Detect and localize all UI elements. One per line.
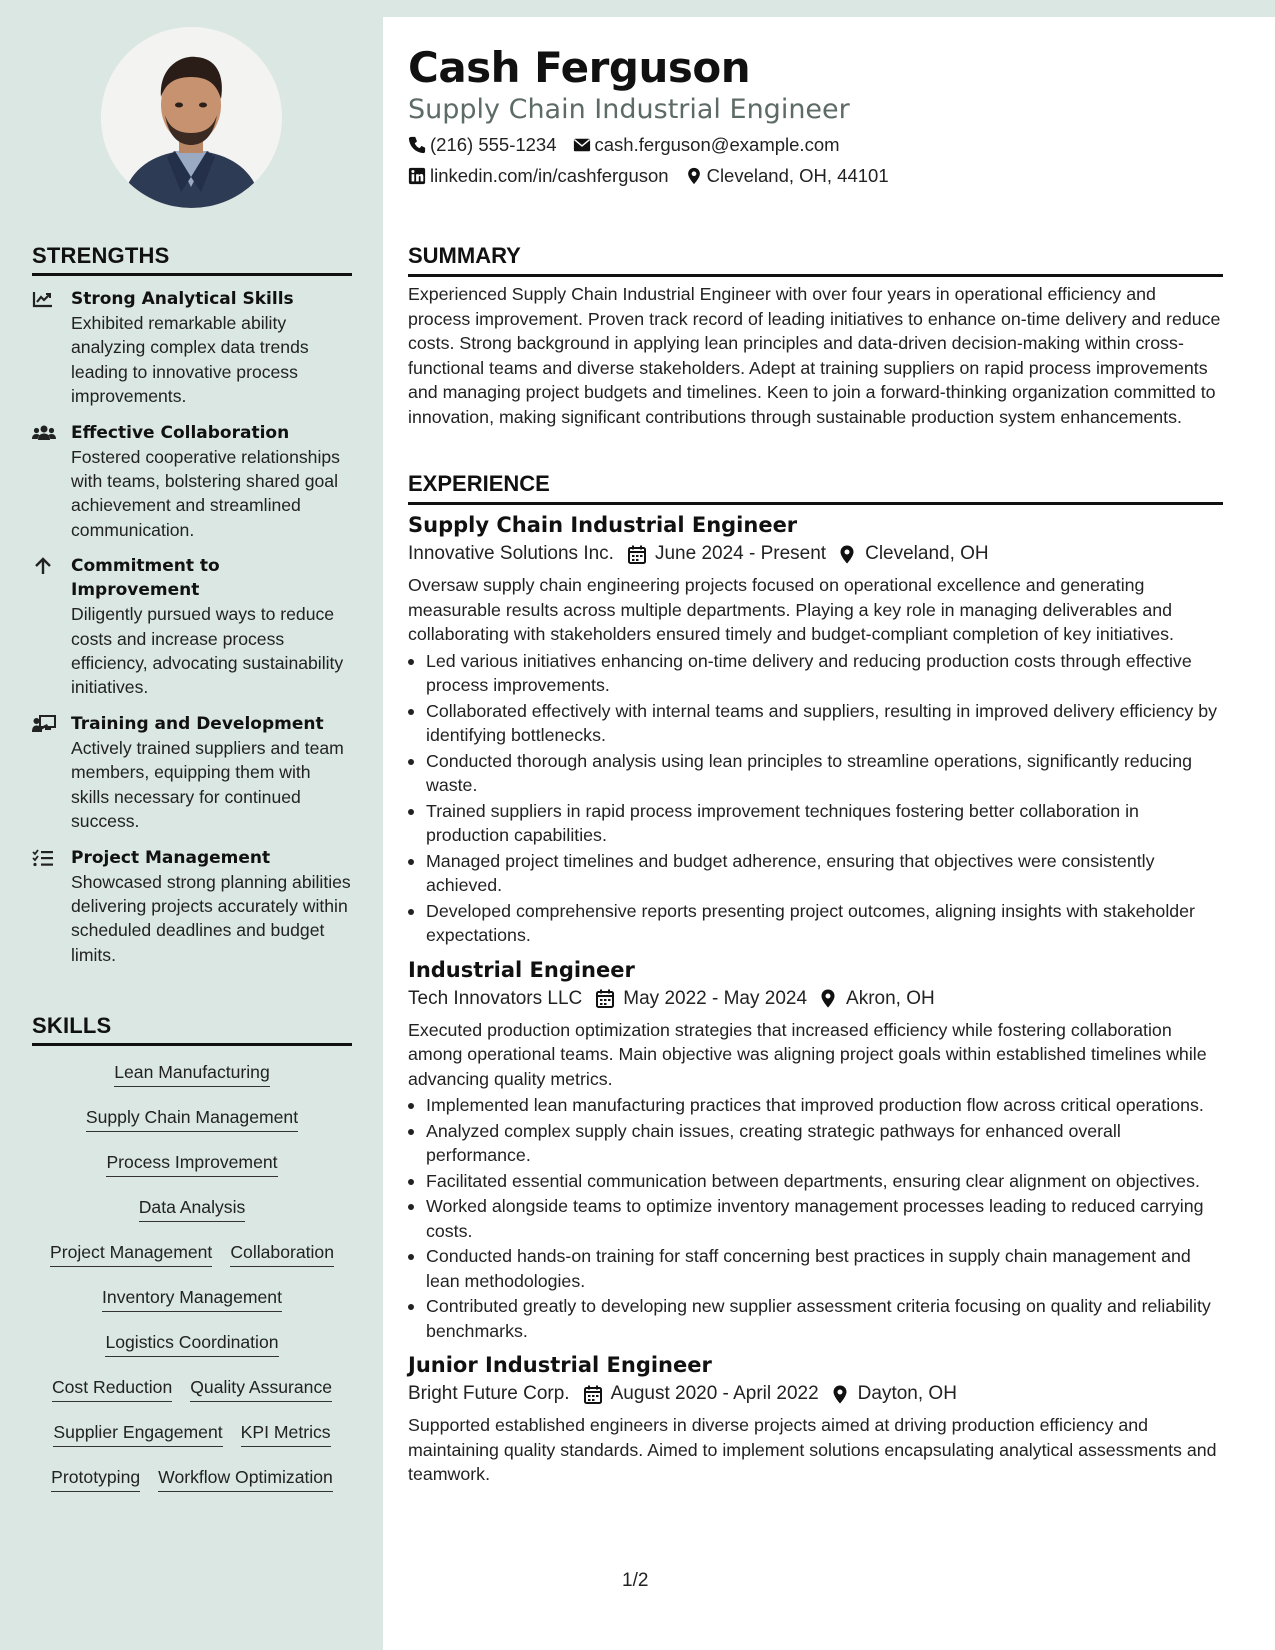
sidebar xyxy=(0,0,383,1650)
job-company: Tech Innovators LLC xyxy=(408,987,583,1009)
page-number: 1/2 xyxy=(622,1570,649,1591)
bullet-item: Implemented lean manufacturing practices that improved production flow across critical operations. xyxy=(408,1093,1223,1118)
location-contact xyxy=(685,165,889,187)
skill-tag: Lean Manufacturing xyxy=(114,1060,270,1087)
strength-desc: Showcased strong planning abilities delivering projects accurately within scheduled deadlines and budget limits. xyxy=(71,871,351,965)
skill-row xyxy=(32,1195,352,1240)
list-check-icon xyxy=(32,849,54,867)
strengths-heading: STRENGTHS xyxy=(32,243,352,276)
job-entry xyxy=(408,513,1223,948)
skill-tag: Workflow Optimization xyxy=(158,1465,333,1492)
bullet-item: Contributed greatly to developing new supplier assessment criteria focusing on quality and reliability benchmarks. xyxy=(408,1294,1223,1343)
skills-heading: SKILLS xyxy=(32,1013,352,1046)
skill-tag: Prototyping xyxy=(51,1465,140,1492)
map-pin-icon xyxy=(819,989,837,1008)
job-title: Industrial Engineer xyxy=(408,957,635,982)
strengths-section xyxy=(32,243,352,967)
calendar-icon xyxy=(584,1385,602,1404)
strength-desc: Diligently pursued ways to reduce costs and increase process efficiency, advocating sustainability initiatives. xyxy=(71,604,344,698)
map-pin-icon xyxy=(838,545,856,564)
skill-tag: Process Improvement xyxy=(106,1150,277,1177)
strength-desc: Actively trained suppliers and team members, equipping them with skills necessary for continued success. xyxy=(71,737,344,832)
linkedin-contact[interactable] xyxy=(408,165,669,187)
contact-row xyxy=(408,134,840,156)
email-contact[interactable] xyxy=(573,134,840,156)
skill-tag: Quality Assurance xyxy=(190,1375,332,1402)
skill-row xyxy=(32,1105,352,1150)
job-summary: Supported established engineers in diverse projects aimed at driving production efficiency and maintaining quality standards. Aimed to implement solutions encapsulating analytical assessments and teamwork. xyxy=(408,1415,1217,1484)
skill-row xyxy=(32,1375,352,1420)
bullet-item: Collaborated effectively with internal teams and suppliers, resulting in improved delivery efficiency by identifying bottlenecks. xyxy=(408,699,1223,748)
job-location: Dayton, OH xyxy=(857,1383,957,1404)
skill-row xyxy=(32,1240,352,1285)
skill-row xyxy=(32,1060,352,1105)
job-company: Innovative Solutions Inc. xyxy=(408,543,614,564)
strength-desc: Fostered cooperative relationships with teams, bolstering shared goal achievement and streamlined communication. xyxy=(71,446,340,540)
users-icon xyxy=(32,424,54,442)
map-pin-icon xyxy=(831,1385,849,1404)
strength-desc: Exhibited remarkable ability analyzing complex data trends leading to innovative process improvements. xyxy=(71,313,309,407)
job-entry xyxy=(408,958,1223,1344)
bullet-item: Developed comprehensive reports presenting project outcomes, aligning insights with stakeholder expectations. xyxy=(408,899,1223,948)
job-meta xyxy=(408,1383,1223,1405)
main-content xyxy=(383,17,1275,1650)
bullet-item: Conducted hands-on training for staff concerning best practices in supply chain management and lean methodologies. xyxy=(408,1244,1223,1293)
candidate-name: Cash Ferguson xyxy=(408,43,751,92)
job-entry xyxy=(408,1353,1223,1487)
email-text: cash.ferguson@example.com xyxy=(594,134,840,155)
bullet-item: Managed project timelines and budget adherence, ensuring that objectives were consistently achieved. xyxy=(408,849,1223,898)
strength-title: Project Management xyxy=(71,847,271,868)
candidate-role: Supply Chain Industrial Engineer xyxy=(408,94,850,125)
job-company: Bright Future Corp. xyxy=(408,1383,570,1404)
linkedin-text: linkedin.com/in/cashferguson xyxy=(430,165,669,186)
strength-item xyxy=(32,712,352,834)
job-dates: May 2022 - May 2024 xyxy=(623,987,808,1009)
skill-tag: Logistics Coordination xyxy=(105,1330,278,1357)
phone-text: (216) 555-1234 xyxy=(430,134,557,155)
skill-row xyxy=(32,1465,352,1510)
skill-tag: Cost Reduction xyxy=(52,1375,172,1402)
linkedin-icon xyxy=(408,167,426,185)
phone-contact[interactable] xyxy=(408,134,557,156)
skills-list xyxy=(32,1060,352,1510)
skill-row xyxy=(32,1285,352,1330)
summary-section xyxy=(408,243,1223,429)
arrow-up-icon xyxy=(32,557,54,575)
skill-row xyxy=(32,1150,352,1195)
job-meta xyxy=(408,988,1223,1010)
bullet-item: Trained suppliers in rapid process improvement techniques fostering better collaboration in production capabilities. xyxy=(408,799,1223,848)
strength-item xyxy=(32,287,352,409)
job-title: Junior Industrial Engineer xyxy=(408,1353,712,1377)
job-summary: Executed production optimization strategies that increased efficiency while fostering collaboration among operational teams. Main objective was aligning project goals within established timelines while advancing quality metrics. xyxy=(408,1019,1207,1089)
bullet-item: Conducted thorough analysis using lean principles to streamline operations, significantly reducing waste. xyxy=(408,749,1223,798)
job-location: Akron, OH xyxy=(846,987,935,1009)
job-dates: August 2020 - April 2022 xyxy=(610,1383,819,1404)
strength-title: Strong Analytical Skills xyxy=(71,289,294,309)
skill-row xyxy=(32,1420,352,1465)
skill-tag: Project Management xyxy=(50,1240,212,1267)
contact-row xyxy=(408,165,889,187)
skill-tag: Supplier Engagement xyxy=(53,1420,222,1447)
skill-tag: Collaboration xyxy=(230,1240,334,1267)
skill-tag: Supply Chain Management xyxy=(86,1105,298,1132)
job-summary: Oversaw supply chain engineering projects focused on operational excellence and generating measurable results across multiple departments. Playing a key role in managing deliverables and collaborating with stakeholders ensured timely and budget-compliant completion of key initiatives. xyxy=(408,575,1174,644)
map-pin-icon xyxy=(685,167,703,185)
skill-tag: Data Analysis xyxy=(139,1195,246,1222)
chalkboard-teacher-icon xyxy=(32,715,54,733)
job-dates: June 2024 - Present xyxy=(654,543,827,564)
bullet-item: Worked alongside teams to optimize inventory management processes leading to reduced carrying costs. xyxy=(408,1194,1223,1243)
strength-item xyxy=(32,846,352,968)
experience-heading: EXPERIENCE xyxy=(408,471,1223,505)
strength-title: Effective Collaboration xyxy=(71,422,290,443)
skill-row xyxy=(32,1330,352,1375)
strength-item xyxy=(32,554,352,700)
avatar xyxy=(101,27,282,208)
strength-title: Commitment to Improvement xyxy=(71,556,220,601)
chart-line-icon xyxy=(32,290,54,308)
job-bullets xyxy=(408,649,1223,948)
strength-title: Training and Development xyxy=(71,713,324,734)
summary-text: Experienced Supply Chain Industrial Engineer with over four years in operational efficiency and process improvement. Proven track record of leading initiatives to enhance on-time delivery and reduce costs. Strong background in applying lean principles and data-driven decision-making within cross-functional teams and diverse stakeholders. Adept at training suppliers on rapid process improvements and managing project budgets and timelines. Keen to join a forward-thinking organization committed to innovation, making significant contributions through sustainable production system enhancements. xyxy=(408,284,1221,427)
phone-icon xyxy=(408,136,426,154)
location-text: Cleveland, OH, 44101 xyxy=(706,165,889,186)
experience-section xyxy=(408,471,1223,1487)
skill-tag: KPI Metrics xyxy=(241,1420,331,1447)
bullet-item: Led various initiatives enhancing on-time delivery and reducing production costs through effective process improvements. xyxy=(408,649,1223,698)
bullet-item: Analyzed complex supply chain issues, creating strategic pathways for enhanced overall performance. xyxy=(408,1119,1223,1168)
job-meta xyxy=(408,543,1223,565)
envelope-icon xyxy=(573,136,591,154)
bullet-item: Facilitated essential communication between departments, ensuring clear alignment on objectives. xyxy=(408,1169,1223,1194)
calendar-icon xyxy=(628,545,646,564)
summary-heading: SUMMARY xyxy=(408,243,1223,277)
calendar-icon xyxy=(596,989,614,1008)
job-location: Cleveland, OH xyxy=(865,543,989,564)
skills-section xyxy=(32,1013,352,1510)
job-title: Supply Chain Industrial Engineer xyxy=(408,513,798,537)
skill-tag: Inventory Management xyxy=(102,1285,282,1312)
strength-item xyxy=(32,421,352,543)
job-bullets xyxy=(408,1093,1223,1343)
